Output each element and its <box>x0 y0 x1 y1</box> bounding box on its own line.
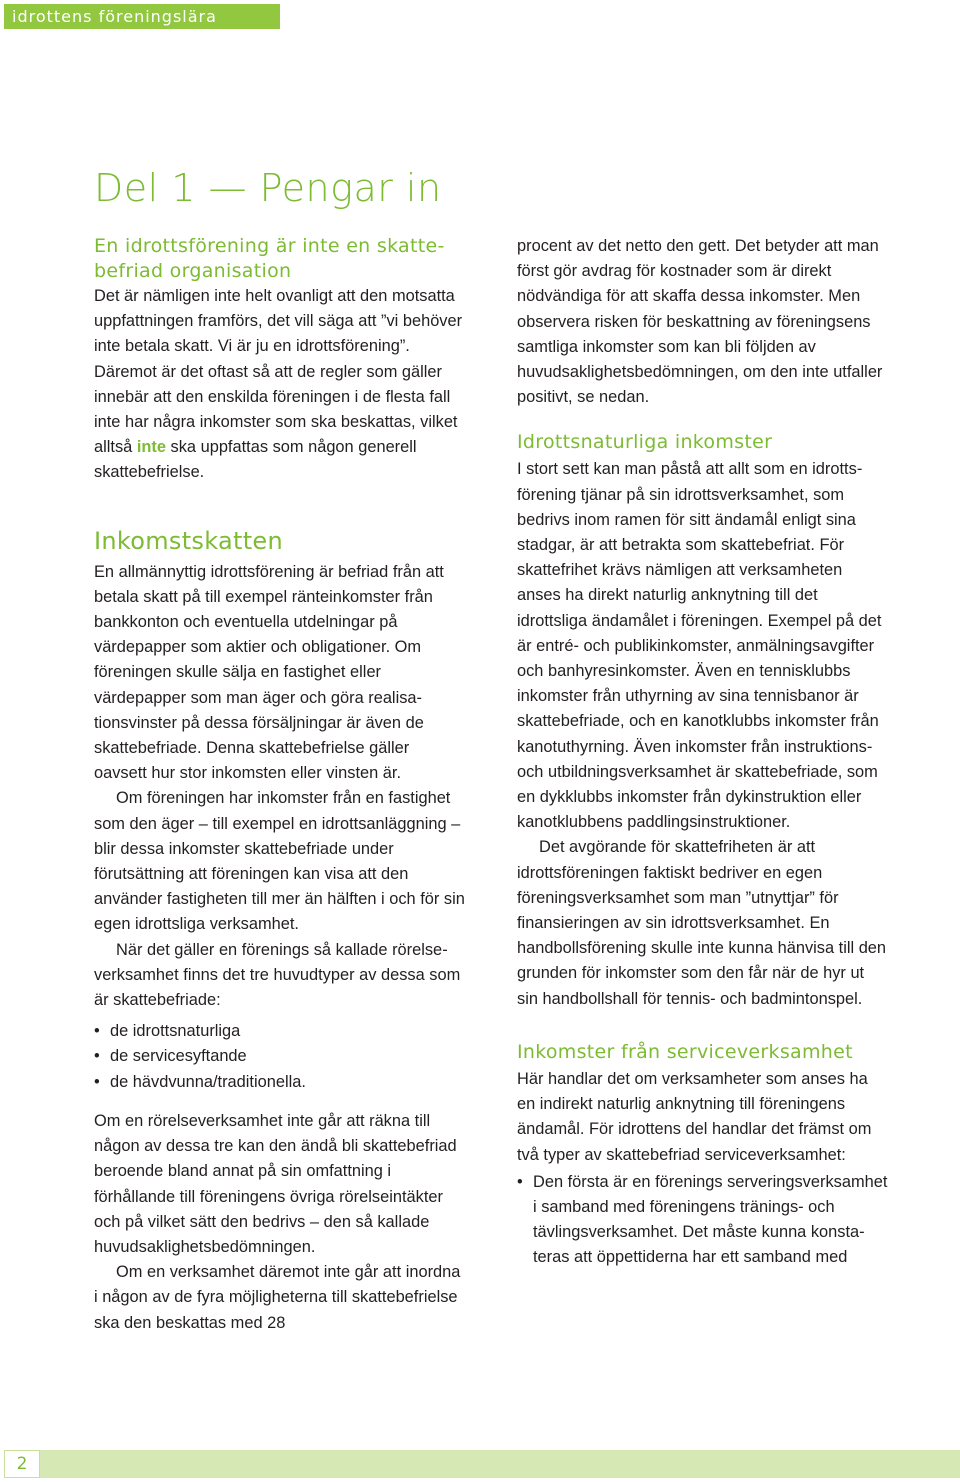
footer-band <box>40 1450 960 1478</box>
page-number: 2 <box>4 1450 40 1478</box>
list-item <box>94 1070 466 1095</box>
section-heading-tax-exempt: En idrottsförening är inte en skattebefriad organisation <box>94 235 445 282</box>
bullet-icon: • <box>94 1047 100 1066</box>
income-tax-paragraph-5: Om en verksamhet däremot inte går att inordna i någon av de fyra möjligheterna till skattebefrielse ska den beskattas med 28 <box>94 1263 461 1332</box>
sport-natural-paragraph-1: I stort sett kan man påstå att allt som en idrottsförening tjänar på sin idrottsverksamhet, som bedrivs inom ramen för sitt ändamål enligt sina stadgar, är att betrakta som skattebefriat. För skattefrihet krävs nämligen att verksamheten anses ha direkt naturlig anknytning till det idrottsliga ändamålet i föreningen. Exempel på det är entré- och publikinkomster, anmälningsavgifter och banhyresinkomster. Även en tennisklubbs inkomster från uthyrning av sina tennisbanor är skattebefriade, och en kanotklubbs inkomster från kanotuthyrning. Även inkomster från instruktions- och utbildningsverksamhet är skattebefriade, som en dykklubbs inkomster från dykinstruktion eller kanotklubbens paddlingsinstruktioner. <box>517 460 882 832</box>
section-heading-income-tax: Inkomstskatten <box>94 526 283 555</box>
bullet-icon: • <box>94 1022 100 1041</box>
exempt-types-list <box>94 1019 466 1095</box>
left-column <box>94 234 466 1336</box>
list-item <box>94 1019 466 1044</box>
service-paragraph: Här handlar det om verksamheter som anses ha en indirekt naturlig anknytning till föreningens ändamål. För idrottens del handlar det främst om två typer av skattebefriad serviceverksamhet: <box>517 1069 872 1164</box>
list-item-text: de idrottsnaturliga <box>110 1022 241 1041</box>
intro-paragraph <box>94 284 466 486</box>
right-column <box>517 234 889 1285</box>
income-tax-paragraph-4: Om en rörelseverksamhet inte går att räkna till någon av dessa tre kan den ändå bli skattebefriad beroende bland annat på sin omfattning i förhållande till föreningens övriga rörelseintäkter och på vilket sätt den bedrivs – den så kallade huvudsaklighetsbedömningen. <box>94 1111 457 1256</box>
service-types-list <box>517 1170 889 1271</box>
section-heading-sport-natural: Idrottsnaturliga inkomster <box>517 431 773 454</box>
list-item <box>94 1044 466 1069</box>
running-header: idrottens föreningslära <box>4 4 280 29</box>
list-item-text: de servicesyftande <box>110 1047 247 1066</box>
bullet-icon: • <box>517 1172 523 1191</box>
page-title: Del 1 — Pengar in <box>94 166 442 210</box>
highlight-word: inte <box>136 438 166 457</box>
intro-text-a: Det är nämligen inte helt ovanligt att den motsatta uppfattningen framförs, det vill säga att ”vi behöver inte betala skatt. Vi är ju en idrottsförening”. Däremot är det oftast så att de regler som gäller innebär att den enskilda föreningen i de flesta fall inte har några inkomster som ska beskattas, vilket alltså <box>94 287 463 457</box>
header-rule <box>280 27 960 29</box>
list-item-text: Den första är en förenings serveringsverksamhet i samband med föreningens tränings- och tävlingsverksamhet. Det måste kunna konstateras att öppettiderna har ett samband med <box>533 1172 888 1267</box>
list-item <box>517 1170 889 1271</box>
income-tax-paragraph-3: När det gäller en förenings så kallade rörelseverksamhet finns det tre huvudtyper av dessa som är skattebefriade: <box>94 940 461 1010</box>
intro-text-b: ska uppfattas som någon generell skattebefrielse. <box>94 438 417 482</box>
bullet-icon: • <box>94 1072 100 1091</box>
continued-paragraph: procent av det netto den gett. Det betyder att man först gör avdrag för kostnader som är direkt nödvändiga för att skaffa dessa inkomster. Men observera risken för beskattning av föreningsens samtliga inkomster som kan bli följden av huvudsaklighetsbedömningen, om den inte utfaller positivt, se nedan. <box>517 237 883 407</box>
income-tax-paragraph-1: En allmännyttig idrottsförening är befriad från att betala skatt på till exempel ränteinkomster från bankkonton och eventuella utdelningar på värdepapper som aktier och obligationer. Om föreningen skulle sälja en fastighet eller värdepapper som man äger och göra realisationsvinster på dessa försäljningar är även de skattebefriade. Denna skattebefrielse gäller oavsett hur stor inkomsten eller vinsten är. <box>94 562 444 783</box>
sport-natural-paragraph-2: Det avgörande för skattefriheten är att idrottsföreningen faktiskt bedriver en egen föreningsverksamhet som man ”utnyttjar” för finansieringen av sin idrottsverksamhet. En handbollsförening skulle inte kunna hänvisa till den grunden för inkomster som den får när de hyr ut sin handbollshall för tennis- och badmintonspel. <box>517 838 887 1008</box>
list-item-text: de hävdvunna/traditionella. <box>110 1072 306 1091</box>
section-heading-service: Inkomster från serviceverksamhet <box>517 1040 853 1063</box>
income-tax-paragraph-2: Om föreningen har inkomster från en fastighet som den äger – till exempel en idrottsanläggning – blir dessa inkomster skattebefriade under förutsättning att föreningen kan visa att den använder fastigheten till mer än hälften i och för sin egen idrottsliga verksamhet. <box>94 789 465 934</box>
